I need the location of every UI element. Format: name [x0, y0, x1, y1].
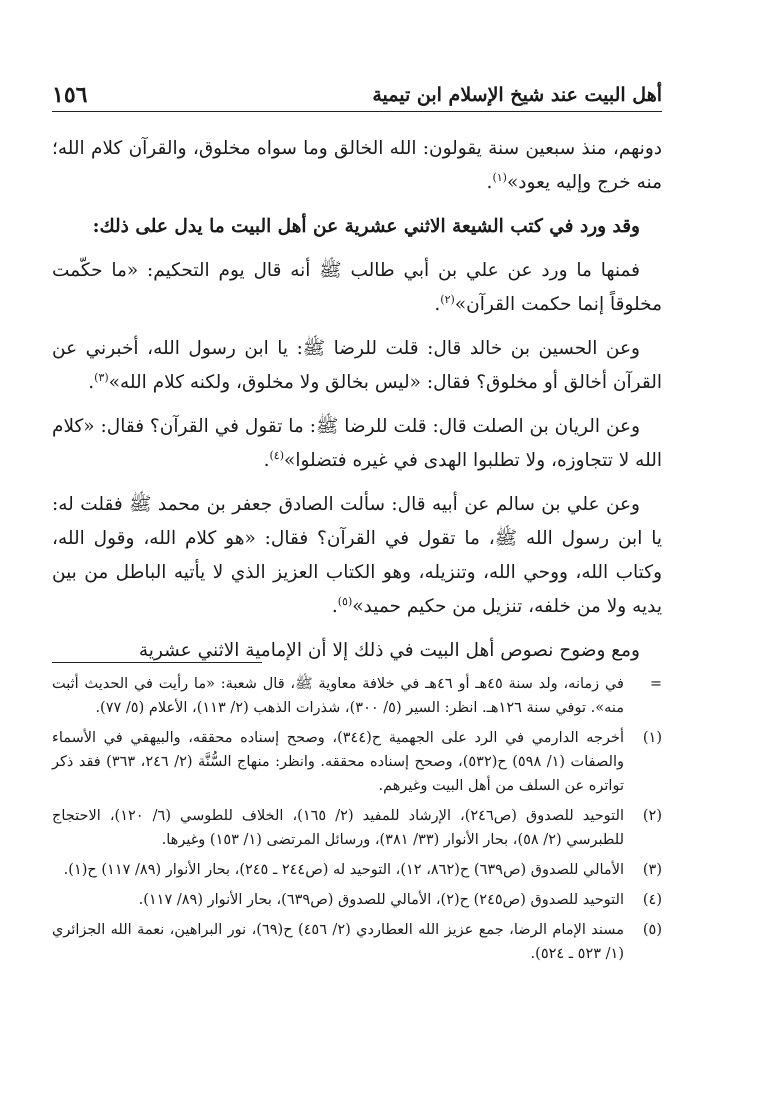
section-heading: وقد ورد في كتب الشيعة الاثني عشرية عن أهل البيت ما يدل على ذلك: — [92, 216, 640, 237]
footnote-number: (٤) — [642, 892, 662, 908]
footnote-item — [52, 726, 662, 798]
footnote-item — [52, 858, 662, 882]
footnote-text: مسند الإمام الرضا، جمع عزيز الله العطاردي (٢/ ٤٥٦) ح(٦٩)، نور البراهين، نعمة الله الجزائري (١/ ٥٢٣ ـ ٥٢٤). — [52, 922, 624, 962]
footnote-number: (١) — [642, 730, 662, 746]
footnote-number: = — [649, 676, 662, 692]
footnote-item — [52, 888, 662, 912]
footnote-number: (٥) — [642, 922, 662, 938]
running-title: أهل البيت عند شيخ الإسلام ابن تيمية — [372, 84, 662, 106]
page-number: ١٥٦ — [52, 82, 88, 108]
footnote-item — [52, 804, 662, 852]
paragraph: دونهم، منذ سبعين سنة يقولون: الله الخالق وما سواه مخلوق، والقرآن كلام الله؛ منه خرج وإليه يعود»$^{(١)}$. — [52, 138, 662, 193]
footnote-ref: (٣) — [94, 370, 109, 384]
header-divider — [52, 111, 662, 112]
footnote-text: أخرجه الدارمي في الرد على الجهمية ح(٣٤٤)، وصحح إسناده محققه، والبيهقي في الأسماء والصفات (١/ ٥٩٨) ح(٥٣٢)، وصحح إسناده محققه. وانظر: منهاج السُّنَّة (٢/ ٢٤٦، ٣٦٣) فقد ذكر تواتره عن السلف من أهل البيت وغيرهم. — [52, 730, 624, 794]
paragraph: وعن علي بن سالم عن أبيه قال: سألت الصادق جعفر بن محمد ﷺ فقلت له: يا ابن رسول الله ﷺ، ما تقول في القرآن؟ فقال: «هو كلام الله، وقول الله، وكتاب الله، ووحي الله، وتنزيله، وهو الكتاب العزيز الذي لا يأتيه الباطل من بين يديه ولا من خلفه، تنزيل من حكيم حميد»$^{(٥)}$. — [52, 494, 662, 617]
footnote-ref: (٥) — [337, 594, 353, 608]
footnote-ref: (١) — [492, 170, 507, 184]
paragraph: وعن الريان بن الصلت قال: قلت للرضا ﷺ: ما تقول في القرآن؟ فقال: «كلام الله لا تتجاوزه، ولا تطلبوا الهدى في غيره فتضلوا»$^{(٤)}$. — [52, 416, 662, 471]
footnote-number: (٣) — [642, 862, 662, 878]
page-header — [52, 82, 662, 112]
footnote-ref: (٤) — [269, 448, 284, 462]
footnote-item — [52, 672, 662, 720]
footnotes — [52, 672, 662, 972]
paragraph: فمنها ما ورد عن علي بن أبي طالب ﷺ أنه قال يوم التحكيم: «ما حكّمت مخلوقاً إنما حكمت القرآن»$^{(٢)}$. — [52, 260, 662, 315]
book-page — [52, 0, 662, 1106]
footnote-item — [52, 918, 662, 966]
paragraph: وعن الحسين بن خالد قال: قلت للرضا ﷺ: يا ابن رسول الله، أخبرني عن القرآن أخالق أو مخلوق؟ فقال: «ليس بخالق ولا مخلوق، ولكنه كلام الله»$^{(٣)}$. — [52, 338, 662, 393]
main-text — [52, 132, 662, 678]
footnote-text: في زمانه، ولد سنة ٤٥هـ أو ٤٦هـ في خلافة معاوية ﷺ، قال شعبة: «ما رأيت في الحديث أثبت منه». توفي سنة ١٢٦هـ. انظر: السير (٥/ ٣٠٠)، شذرات الذهب (٢/ ١١٣)، الأعلام (٥/ ٧٧). — [52, 676, 624, 716]
footnote-text: الأمالي للصدوق (ص٦٣٩) ح(٨٦٢، ١٢)، التوحيد له (ص٢٤٤ ـ ٢٤٥)، بحار الأنوار (٨٩/ ١١٧) ح(١). — [63, 862, 624, 878]
paragraph: ومع وضوح نصوص أهل البيت في ذلك إلا أن الإمامية الاثني عشرية — [138, 640, 640, 661]
footnote-text: التوحيد للصدوق (ص٢٤٦)، الإرشاد للمفيد (٢/ ١٦٥)، الخلاف للطوسي (٦/ ١٢٠)، الاحتجاج للطبرسي (٢/ ٥٨)، بحار الأنوار (٣٣/ ٣٨١)، ورسائل المرتضى (١/ ١٥٣) وغيرها. — [52, 808, 624, 848]
footnote-divider — [52, 662, 262, 663]
footnote-ref: (٢) — [440, 292, 455, 306]
footnote-text: التوحيد للصدوق (ص٢٤٥) ح(٢)، الأمالي للصدوق (ص٦٣٩)، بحار الأنوار (٨٩/ ١١٧). — [138, 892, 624, 908]
footnote-number: (٢) — [642, 808, 662, 824]
